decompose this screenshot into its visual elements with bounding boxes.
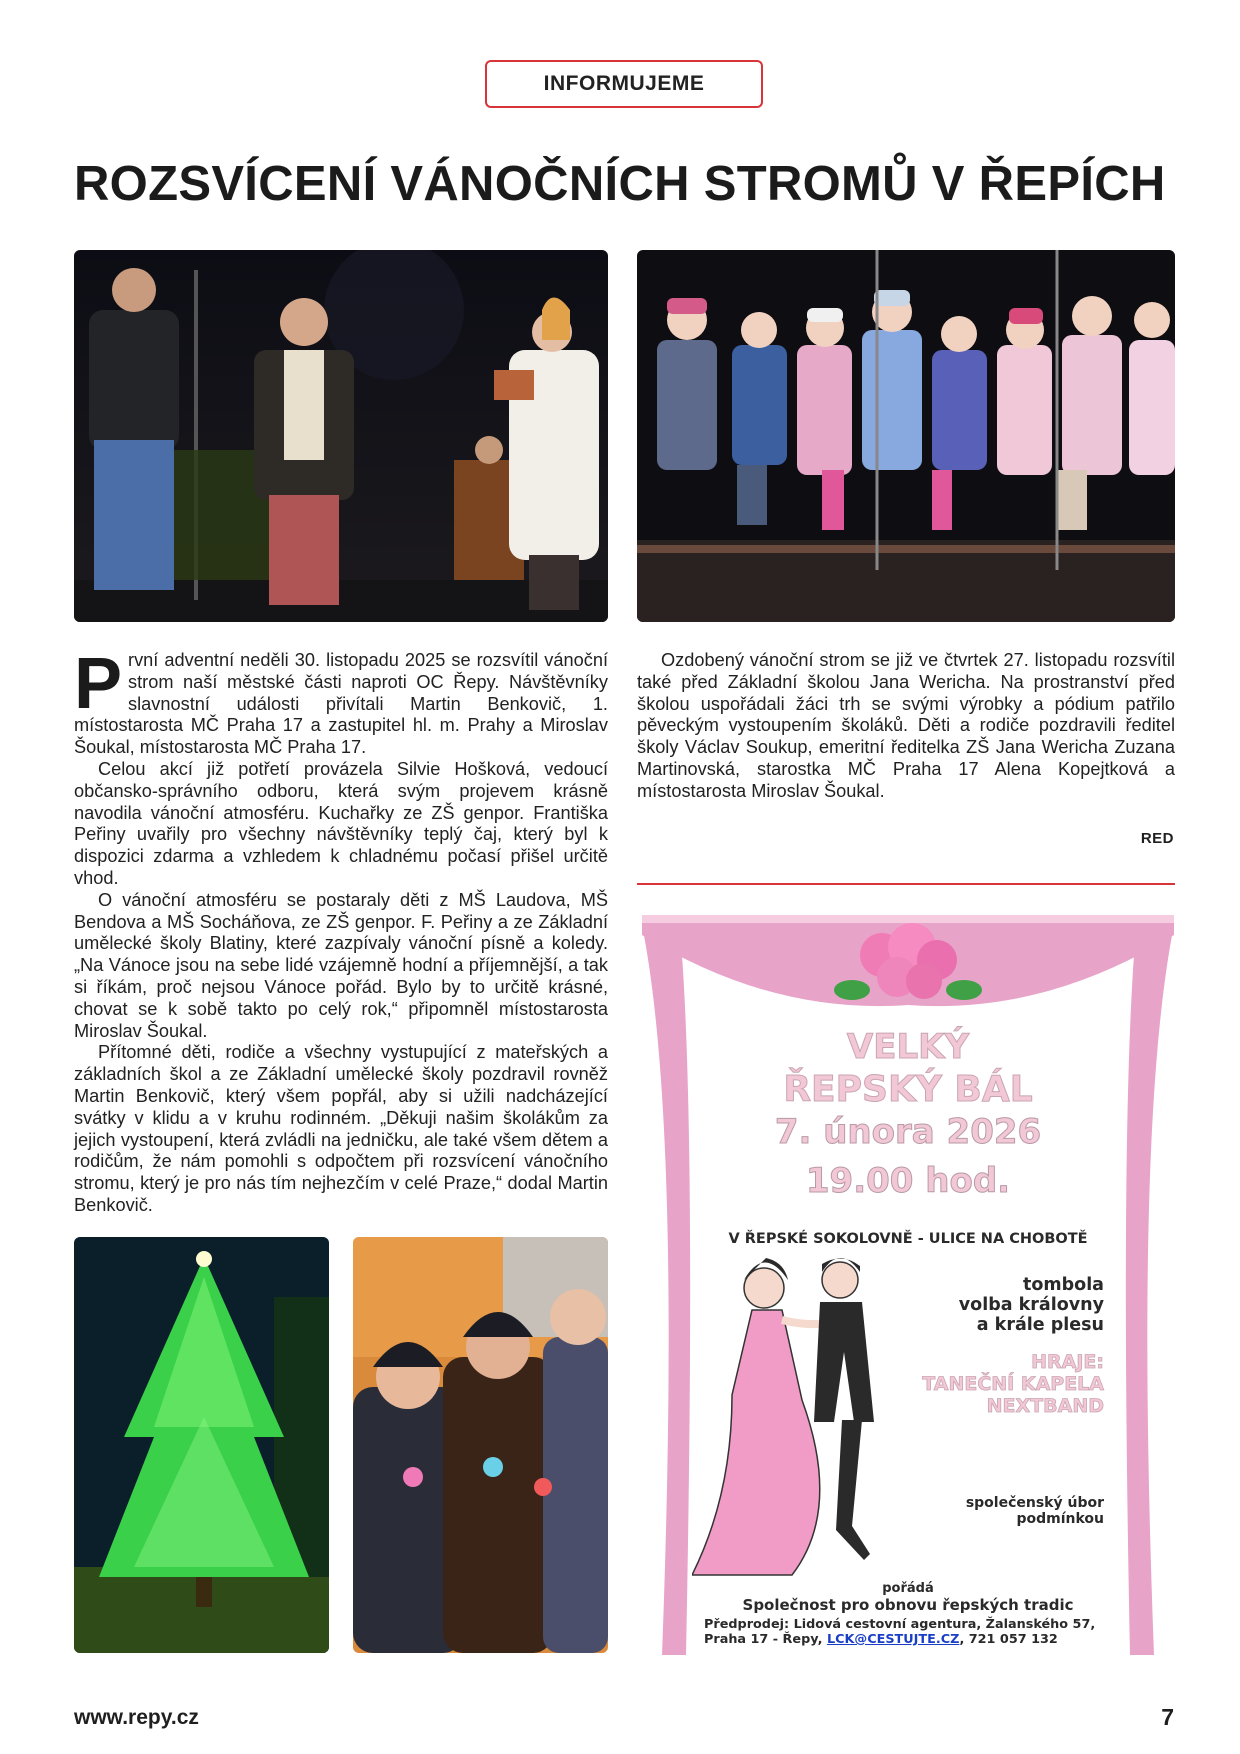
ad-band-line: TANEČNÍ KAPELA (922, 1373, 1104, 1395)
ad-dress-code (966, 1495, 1104, 1527)
ad-presale-place: Praha 17 - Řepy, (704, 1632, 823, 1647)
footer-website[interactable]: www.repy.cz (74, 1706, 199, 1729)
ad-program-line: volba královny (958, 1295, 1104, 1315)
ad-time: 19.00 hod. (805, 1161, 1011, 1201)
photo-kids (353, 1237, 608, 1653)
divider (637, 883, 1175, 885)
ad-venue: V ŘEPSKÉ SOKOLOVNĚ - ULICE NA CHOBOTĚ (728, 1231, 1088, 1247)
photo-speakers (74, 250, 608, 622)
ad-presale (704, 1617, 1095, 1647)
section-tag: INFORMUJEME (485, 60, 763, 108)
ad-phone: , 721 057 132 (959, 1632, 1058, 1647)
article-paragraph: Celou akcí již potřetí provázela Silvie Hošková, vedoucí občansko-správního odboru, která svým projevem krásně navodila vánoční atmosféru. Kuchařky ze ZŠ genpor. Františka Peřiny uvařily pro všechny návštěvníky teplý čaj, který byl k dispozici zdarma a vzhledem k chladnému počasí přišel určitě vhod. (74, 758, 608, 888)
author-signature: RED (1140, 830, 1174, 847)
article-paragraph (74, 644, 608, 759)
dancing-couple-illustration (692, 1250, 932, 1580)
ad-date: 7. února 2026 (774, 1112, 1042, 1152)
paragraph-text: rvní adventní neděli 30. listopadu 2025 se rozsvítil vánoční strom naší městské části naproti OC Řepy. Návštěvníky slavnostní události přivítali Martin Benkovič, 1. místostarosta MČ Praha 17 a zastupitel hl. m. Prahy a Miroslav Šoukal, místostarosta MČ Praha 17. (74, 650, 608, 758)
photo-tree (74, 1237, 329, 1653)
ad-title-line2: ŘEPSKÝ BÁL (783, 1069, 1033, 1110)
ad-band-line: HRAJE: (1031, 1351, 1104, 1373)
ad-program-line: a krále plesu (976, 1315, 1104, 1335)
article-paragraph: Ozdobený vánoční strom se již ve čtvrtek 27. listopadu rozsvítil také před Základní školou Jana Wericha. Na prostranství před školou uspořádali žáci trh se svými výrobky a pódium patřilo pěveckým vystoupením školáků. Děti a rodiče pozdravili ředitel školy Václav Soukup, emeritní ředitelka ZŠ Jana Wericha Zuzana Martinovská, starostka MČ Praha 17 Alena Kopejtková a místostarosta Miroslav Šoukal. (637, 650, 1175, 801)
ad-presale-line: Předprodej: Lidová cestovní agentura, Žalanského 57, (704, 1617, 1096, 1632)
ad-dress-line: podmínkou (1016, 1511, 1104, 1527)
ball-advertisement (642, 915, 1174, 1655)
dropcap: P (74, 644, 123, 724)
ad-title-line1: VELKÝ (846, 1027, 970, 1067)
ad-band (922, 1351, 1104, 1417)
ad-organizer-label: pořádá (882, 1581, 934, 1596)
page-number: 7 (1161, 1704, 1174, 1730)
ad-presale-line (704, 1632, 1095, 1647)
ad-email-link[interactable]: LCK@CESTUJTE.CZ (826, 1632, 960, 1647)
article-paragraph: Přítomné děti, rodiče a všechny vystupující z mateřských a základních škol a ze Základní umělecké školy pozdravil rovněž Martin Benkovič, který všem popřál, aby si užili nadcházející svátky v klidu a v kruhu rodinném. „Děkuji našim školákům za jejich vystoupení, která zvládli na jedničku, ale také všem dětem a rodičům, že nám pomohli s odpočtem při rozsvícení vánočního stromu, který je pro nás tím nejhezčím v celé Praze,“ dodal Martin Benkovič. (74, 1042, 608, 1215)
article-column-right (637, 650, 1175, 803)
ad-program (959, 1275, 1104, 1335)
article-column-left (74, 644, 608, 1217)
ad-program-line: tombola (1023, 1275, 1104, 1295)
photo-choir (637, 250, 1175, 622)
ad-dress-line: společenský úbor (965, 1495, 1104, 1511)
article-paragraph: O vánoční atmosféru se postaraly děti z MŠ Laudova, MŠ Bendova a MŠ Socháňova, ze ZŠ genpor. F. Peřiny a ze Základní umělecké školy Blatiny, které zazpívaly vánoční písně a koledy. „Na Vánoce jsou na sebe lidé vzájemně hodní a příjemnější, a tak si říkám, proč nejsou Vánoce pořád. Bylo by to určitě krásné, chovat se k sobě takto po celý rok,“ připomněl místostarosta Miroslav Šoukal. (74, 889, 608, 1041)
ad-band-line: NEXTBAND (986, 1395, 1104, 1417)
ad-organizer: Společnost pro obnovu řepských tradic (742, 1596, 1074, 1614)
article-title: ROZSVÍCENÍ VÁNOČNÍCH STROMŮ V ŘEPÍCH (74, 157, 1166, 211)
